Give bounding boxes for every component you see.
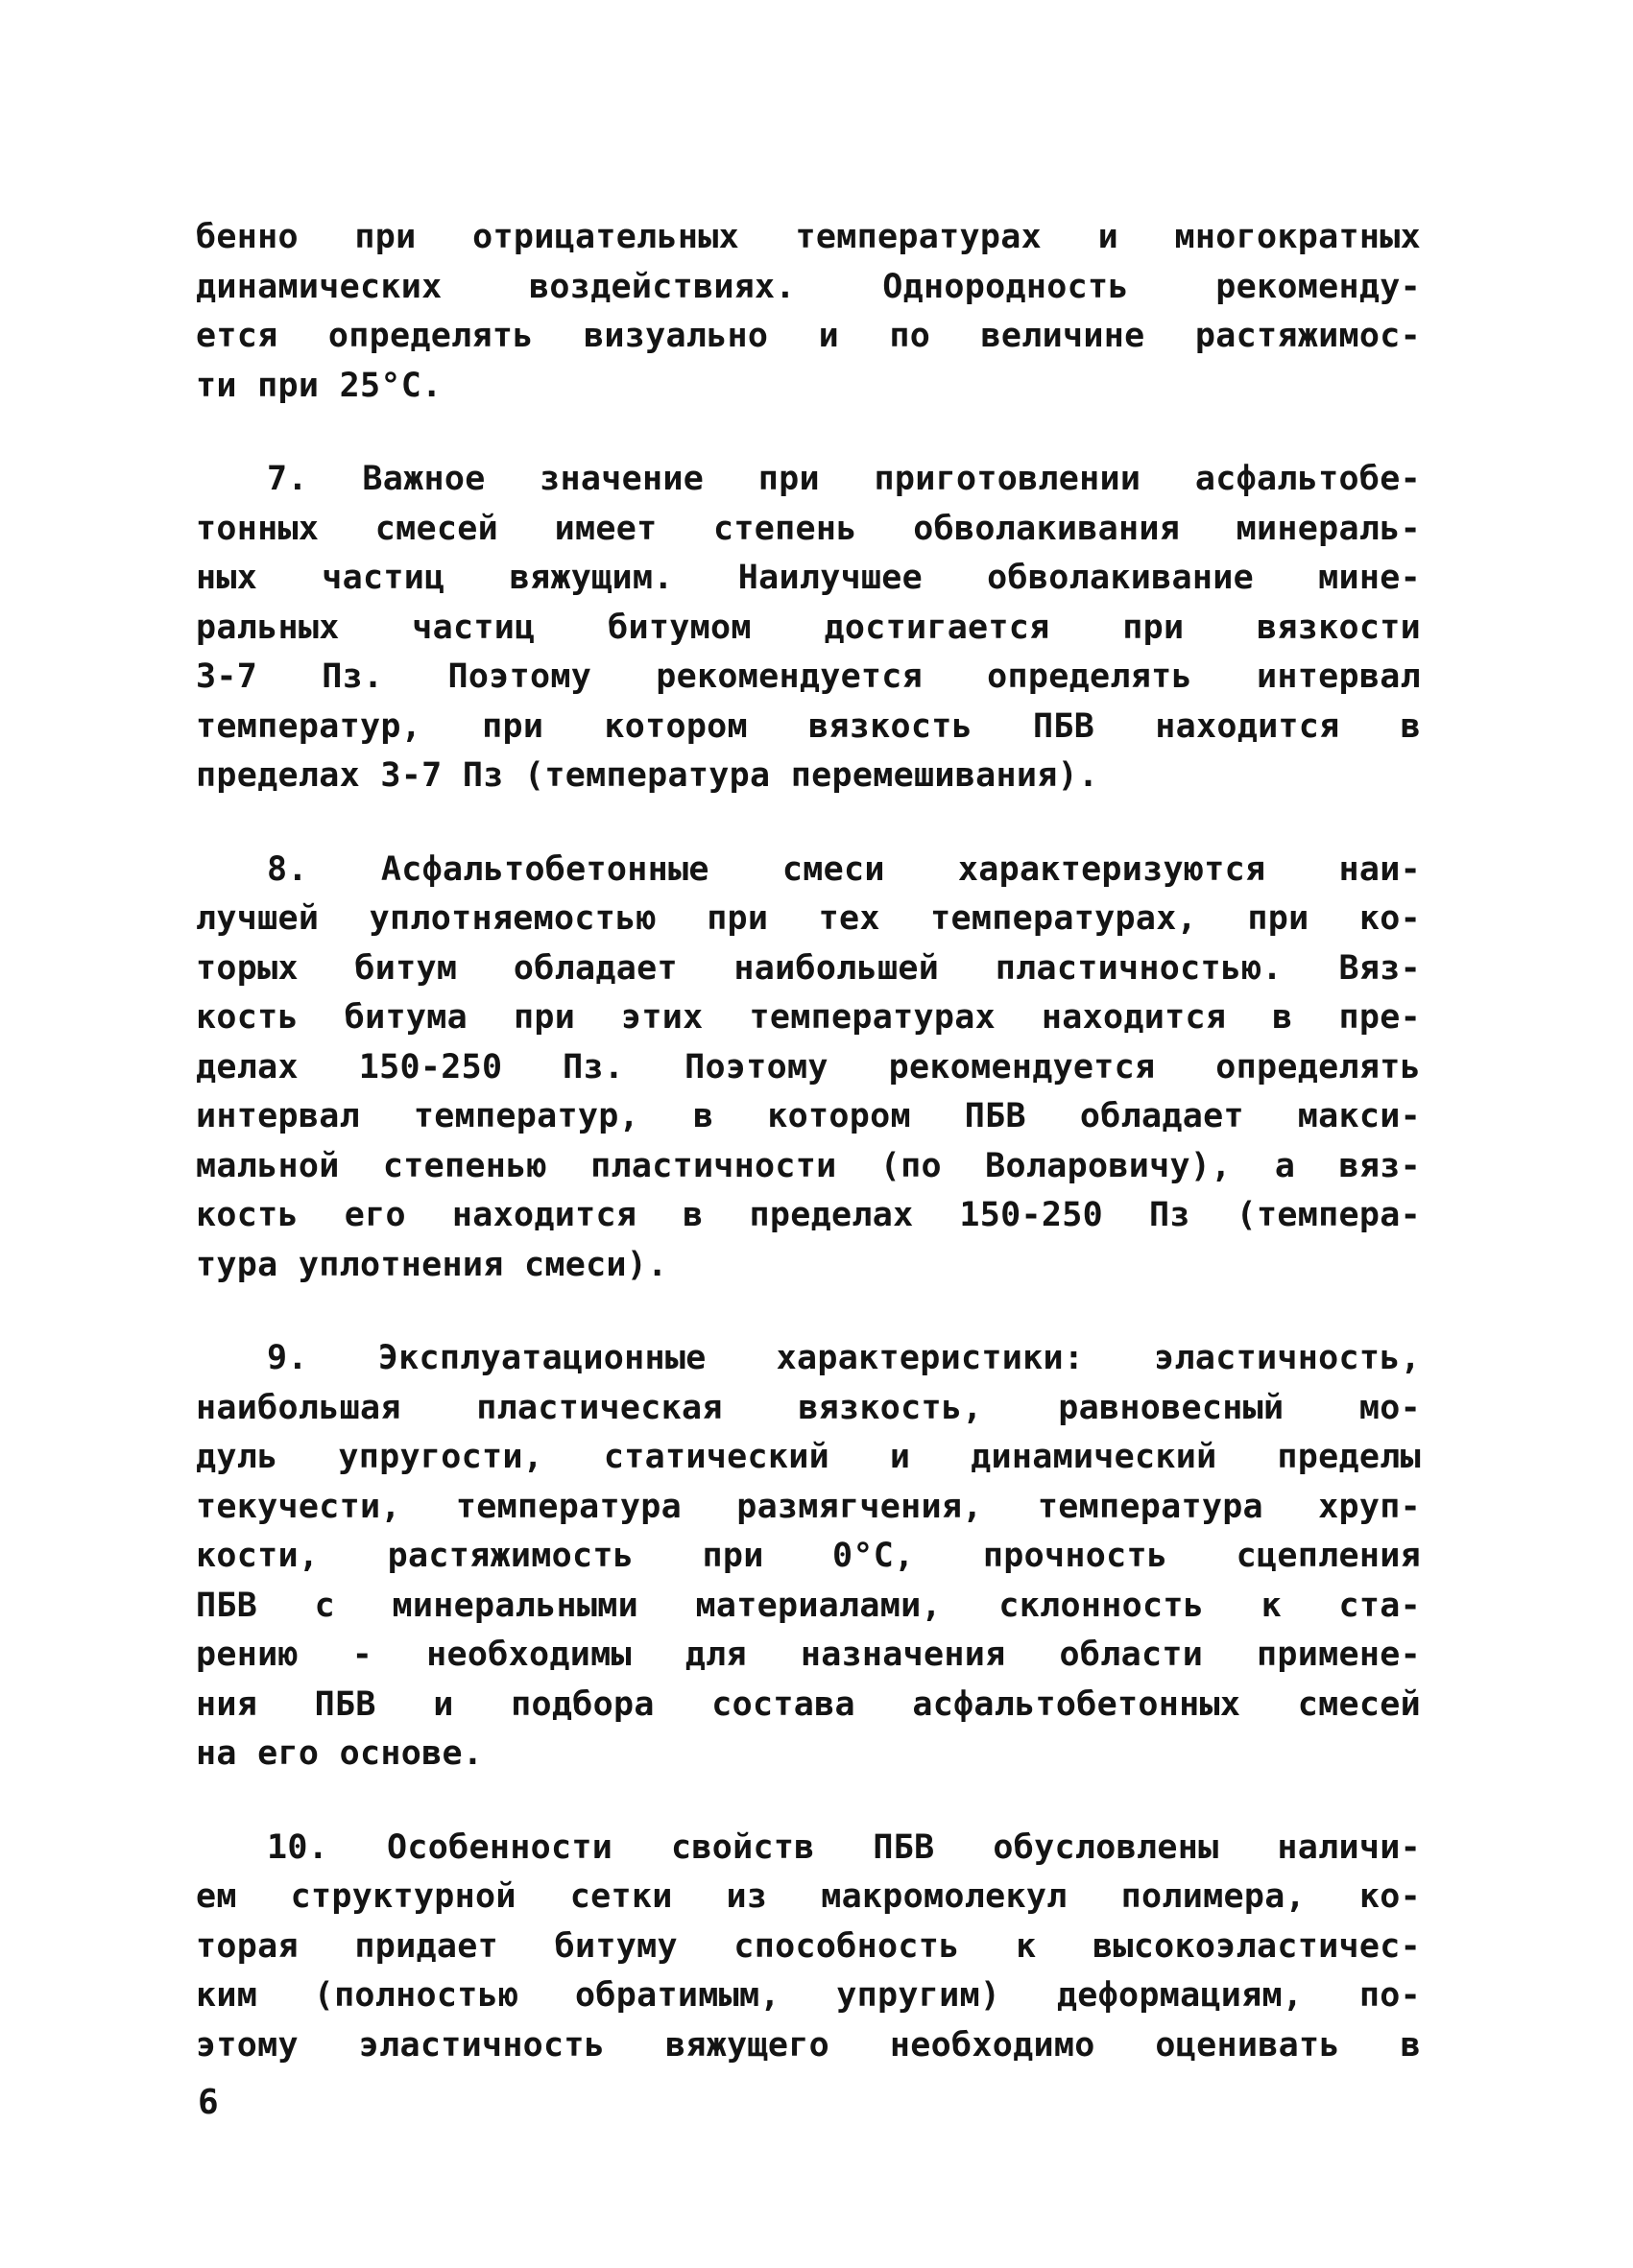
text-line: температур, при котором вязкость ПБВ находится в xyxy=(196,706,1421,746)
body-text xyxy=(196,213,1421,2070)
text-line: ти при 25°С. xyxy=(196,366,443,405)
text-line: ем структурной сетки из макромолекул полимера, ко- xyxy=(196,1877,1421,1916)
text-line: лучшей уплотняемостью при тех температурах, при ко- xyxy=(196,899,1421,938)
text-line: делах 150-250 Пз. Поэтому рекомендуется определять xyxy=(196,1047,1421,1086)
text-line: рению - необходимы для назначения области примене- xyxy=(196,1635,1421,1674)
text-line: кость битума при этих температурах находится в пре- xyxy=(196,998,1421,1037)
text-line: торая придает битуму способность к высокоэластичес- xyxy=(196,1926,1421,1966)
paragraph-continuation xyxy=(196,213,1421,411)
text-line: этому эластичность вяжущего необходимо оценивать в xyxy=(196,2025,1421,2065)
text-line: интервал температур, в котором ПБВ обладает макси- xyxy=(196,1097,1421,1135)
text-line: тонных смесей имеет степень обволакивания минераль- xyxy=(196,509,1421,548)
text-line: текучести, температура размягчения, температура хруп- xyxy=(196,1487,1421,1526)
text-line: дуль упругости, статический и динамический пределы xyxy=(196,1438,1421,1476)
text-line: ким (полностью обратимым, упругим) деформациям, по- xyxy=(196,1976,1421,2015)
paragraph-10 xyxy=(196,1824,1421,2071)
text-line: ных частиц вяжущим. Наилучшее обволакивание мине- xyxy=(196,559,1421,597)
text-line: 9. Эксплуатационные характеристики: эластичность, xyxy=(267,1339,1421,1377)
text-line: 8. Асфальтобетонные смеси характеризуются наи- xyxy=(267,849,1421,889)
text-line: кость его находится в пределах 150-250 Пз (темпера- xyxy=(196,1196,1421,1234)
text-line: 3-7 Пз. Поэтому рекомендуется определять интервал xyxy=(196,657,1421,696)
text-line: 7. Важное значение при приготовлении асфальтобе- xyxy=(267,460,1421,498)
text-line: торых битум обладает наибольшей пластичностью. Вяз- xyxy=(196,948,1421,988)
text-line: ПБВ с минеральными материалами, склонность к ста- xyxy=(196,1586,1421,1625)
text-line: 10. Особенности свойств ПБВ обусловлены наличи- xyxy=(267,1827,1421,1867)
text-line: динамических воздействиях. Однородность рекоменду- xyxy=(196,267,1421,306)
text-line: тура уплотнения смеси). xyxy=(196,1245,668,1284)
paragraph-7 xyxy=(196,455,1421,801)
text-line: бенно при отрицательных температурах и многократных xyxy=(196,218,1421,256)
paragraph-8 xyxy=(196,846,1421,1291)
text-line: наибольшая пластическая вязкость, равновесный мо- xyxy=(196,1388,1421,1427)
paragraph-9 xyxy=(196,1334,1421,1779)
text-line: пределах 3-7 Пз (температура перемешивания). xyxy=(196,756,1099,795)
text-line: ния ПБВ и подбора состава асфальтобетонных смесей xyxy=(196,1684,1421,1724)
text-line: на его основе. xyxy=(196,1734,484,1773)
text-line: мальной степенью пластичности (по Воларовичу), а вяз- xyxy=(196,1146,1421,1185)
text-line: ется определять визуально и по величине растяжимос- xyxy=(196,317,1421,355)
page-number: 6 xyxy=(198,2083,219,2122)
text-line: кости, растяжимость при 0°С, прочность сцепления xyxy=(196,1537,1421,1575)
text-line: ральных частиц битумом достигается при вязкости xyxy=(196,608,1421,647)
